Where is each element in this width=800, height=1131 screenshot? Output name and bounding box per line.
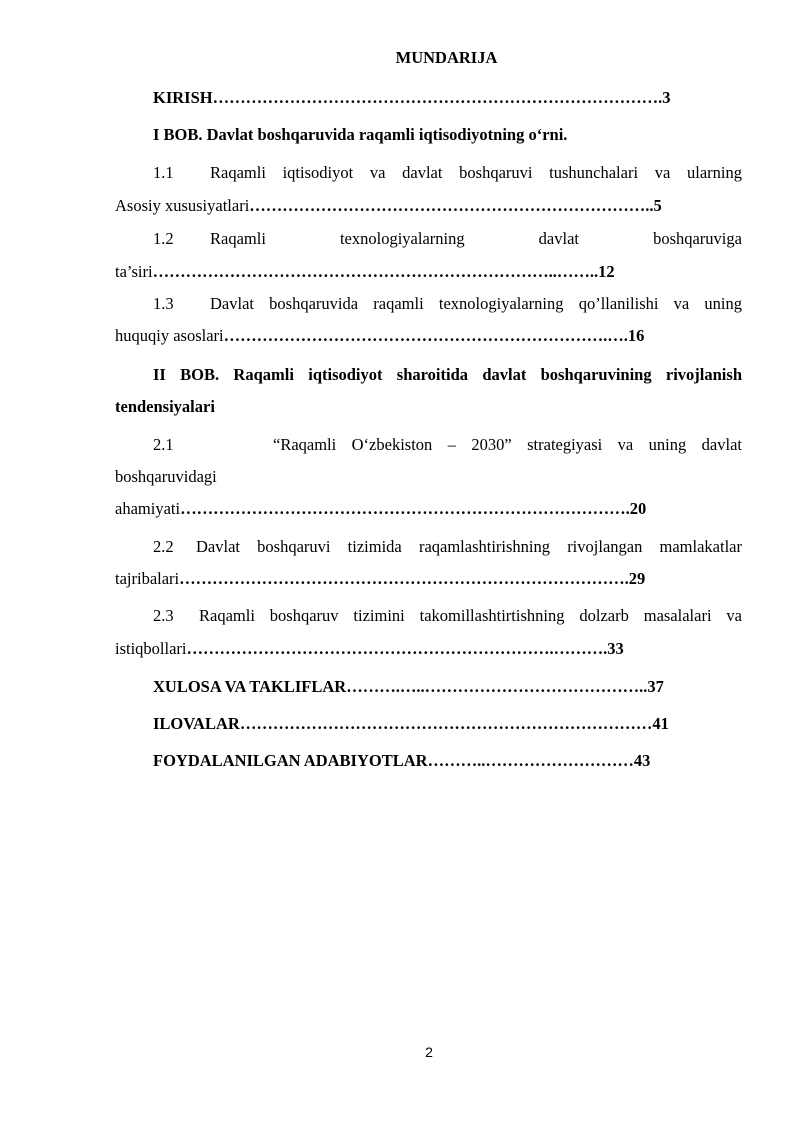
toc-item-title-cont: istiqbollari: [115, 639, 187, 658]
toc-item-number: 1.3: [153, 294, 174, 313]
toc-entry-label: FOYDALANILGAN ADABIYOTLAR: [153, 751, 428, 770]
toc-item-1-1-line2[interactable]: [115, 196, 742, 216]
toc-page-number: 43: [633, 751, 651, 770]
toc-leader-dots: …………………………………………………………….….: [223, 326, 628, 345]
toc-page-number: 37: [647, 677, 664, 696]
page-title: MUNDARIJA: [395, 48, 498, 67]
toc-leader-dots: …………………………………………………………………: [239, 714, 653, 733]
toc-leader-dots: ……………………………………………………………………….: [179, 569, 629, 588]
toc-page-number: 16: [627, 326, 645, 345]
toc-page-number: 20: [629, 499, 647, 518]
toc-item-title-word: Raqamli: [210, 229, 266, 248]
toc-entry-label: ILOVALAR: [153, 714, 240, 733]
toc-item-number: 2.3: [153, 606, 174, 625]
toc-item-2-2-line1[interactable]: [153, 537, 742, 557]
chapter-2-title-line2[interactable]: tendensiyalari: [115, 397, 215, 416]
toc-entry-conclusion[interactable]: [153, 677, 740, 697]
toc-item-2-1-line2[interactable]: boshqaruvidagi: [115, 467, 217, 486]
toc-item-1-3-line1[interactable]: [153, 294, 742, 314]
toc-leader-dots: ………..………………………: [427, 751, 634, 770]
page-number: 2: [425, 1044, 433, 1060]
chapter-2-title-line1[interactable]: II BOB. Raqamli iqtisodiyot sharoitida davlat boshqaruvining rivojlanish: [153, 365, 742, 384]
toc-entry-appendix[interactable]: [153, 714, 740, 734]
toc-item-title: Raqamli boshqaruv tizimini takomillashtirtishning dolzarb masalalari va: [199, 606, 742, 625]
toc-page-number: 5: [653, 196, 662, 215]
toc-item-number: 2.2: [153, 537, 174, 556]
toc-item-title: Raqamli iqtisodiyot va davlat boshqaruvi tushunchalari va ularning: [210, 163, 742, 182]
toc-item-1-1-line1[interactable]: [153, 163, 742, 183]
toc-item-1-2-line2[interactable]: [115, 262, 742, 282]
toc-item-number: 2.1: [153, 435, 174, 454]
toc-item-title-word: texnologiyalarning: [339, 229, 465, 248]
toc-item-1-2-line1[interactable]: [153, 229, 742, 249]
toc-item-title-word: boshqaruviga: [653, 229, 742, 248]
toc-item-title-cont: huquqiy asoslari: [115, 326, 224, 345]
toc-item-title-cont: ahamiyati: [115, 499, 181, 518]
toc-leader-dots: ………………………………………………………………..……..: [152, 262, 599, 281]
toc-leader-dots: ……………………………………………………………………….: [212, 88, 663, 107]
toc-page-number: 41: [652, 714, 669, 733]
toc-page-number: 29: [628, 569, 646, 588]
toc-item-title-cont: tajribalari: [115, 569, 180, 588]
toc-item-2-3-line2[interactable]: [115, 639, 742, 659]
toc-item-number: 1.2: [153, 229, 174, 248]
toc-item-2-1-line1[interactable]: [153, 435, 742, 455]
toc-item-number: 1.1: [153, 163, 174, 182]
toc-item-2-2-line2[interactable]: [115, 569, 740, 589]
toc-item-title-cont: ta’siri: [115, 262, 153, 281]
toc-item-title: [210, 229, 742, 249]
toc-entry-label: XULOSA VA TAKLIFLAR: [153, 677, 347, 696]
toc-item-1-3-line2[interactable]: [115, 326, 742, 346]
toc-page-number: 12: [598, 262, 615, 281]
toc-item-title-cont: Asosiy xususiyatlari: [115, 196, 250, 215]
toc-leader-dots: ……………………………………………………………………….: [180, 499, 630, 518]
toc-entry-references[interactable]: [153, 751, 740, 771]
toc-item-title-word: davlat: [538, 229, 579, 248]
toc-leader-dots: ………………………………………………………………..: [249, 196, 654, 215]
toc-item-title: “Raqamli O‘zbekiston – 2030” strategiyasi va uning davlat: [273, 435, 742, 454]
toc-item-title: Davlat boshqaruvi tizimida raqamlashtirishning rivojlangan mamlakatlar: [196, 537, 742, 556]
toc-item-2-3-line1[interactable]: [153, 606, 742, 626]
toc-leader-dots: ……….…..…………………………………..: [346, 677, 648, 696]
chapter-1-title[interactable]: I BOB. Davlat boshqaruvida raqamli iqtisodiyotning o‘rni.: [153, 125, 568, 144]
toc-entry-intro[interactable]: [153, 88, 741, 108]
toc-item-title: Davlat boshqaruvida raqamli texnologiyalarning qo’llanilishi va uning: [210, 294, 742, 313]
toc-item-2-1-line3[interactable]: [115, 499, 740, 519]
toc-entry-label: KIRISH: [153, 88, 213, 107]
toc-page-number: 33: [607, 639, 624, 658]
toc-page-number: 3: [662, 88, 671, 107]
toc-leader-dots: ………………………………………………………….……….: [186, 639, 608, 658]
